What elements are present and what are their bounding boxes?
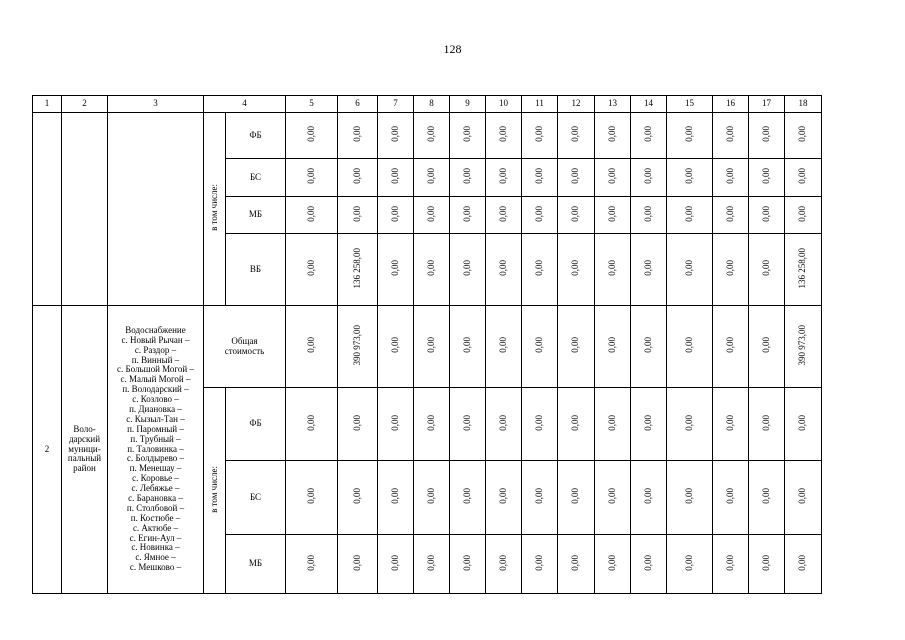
value: 0,00 <box>425 168 436 184</box>
value-cell <box>286 388 338 461</box>
value-cell <box>338 197 378 234</box>
value: 0,00 <box>351 126 362 142</box>
value-cell <box>667 197 713 234</box>
value-cell <box>486 535 522 594</box>
value-cell <box>486 197 522 234</box>
value-cell <box>631 113 667 159</box>
value: 0,00 <box>461 414 472 431</box>
value-cell <box>414 197 450 234</box>
value-cell <box>558 234 595 306</box>
value-cell <box>713 306 749 388</box>
value-cell <box>558 197 595 234</box>
value: 0,00 <box>533 126 544 142</box>
value: 0,00 <box>389 337 400 353</box>
project-line: с. Барановка – <box>128 493 183 503</box>
district-line: Воло- <box>73 423 96 434</box>
value: 0,00 <box>425 414 436 431</box>
value: 0,00 <box>606 260 617 276</box>
value: 0,00 <box>305 126 316 142</box>
value: 0,00 <box>305 260 316 276</box>
value-cell <box>414 306 450 388</box>
value-cell <box>595 113 631 159</box>
value: 0,00 <box>389 168 400 184</box>
value-cell <box>595 461 631 535</box>
group-label-cell <box>204 113 226 306</box>
header-cell: 10 <box>486 96 522 113</box>
project-line: с. Болдырево – <box>126 453 185 464</box>
value: 0,00 <box>797 488 808 504</box>
header-cell: 4 <box>204 96 286 113</box>
value-cell <box>631 197 667 234</box>
value: 0,00 <box>642 554 653 571</box>
value: 0,00 <box>425 554 436 571</box>
value-cell <box>486 113 522 159</box>
value-cell <box>338 234 378 306</box>
fund-label: ФБ <box>226 388 286 461</box>
value: 0,00 <box>497 554 508 571</box>
value-cell <box>522 113 558 159</box>
value: 0,00 <box>497 260 508 276</box>
header-cell: 17 <box>749 96 785 113</box>
value: 0,00 <box>683 337 694 353</box>
project-line: Водоснабжение <box>125 324 186 335</box>
group-label: в том числе: <box>208 184 219 232</box>
project-line: с. Мешково – <box>129 562 182 573</box>
value: 0,00 <box>533 337 544 353</box>
value-cell <box>785 388 822 461</box>
value-cell <box>595 535 631 594</box>
value-cell <box>450 197 486 234</box>
value-cell <box>522 306 558 388</box>
value-cell <box>486 388 522 461</box>
project-line: п. Столбовой – <box>126 502 185 513</box>
value: 0,00 <box>606 126 617 142</box>
value-cell <box>558 113 595 159</box>
district-line: район <box>73 463 96 474</box>
value: 0,00 <box>425 205 436 222</box>
value-cell <box>378 159 414 197</box>
value: 0,00 <box>797 554 808 571</box>
value: 0,00 <box>642 126 653 142</box>
value: 0,00 <box>724 414 735 431</box>
project-line: п. Менешау – <box>129 463 182 474</box>
value-cell <box>286 159 338 197</box>
value: 0,00 <box>570 488 581 504</box>
value: 0,00 <box>389 260 400 276</box>
fund-label: ФБ <box>226 113 286 159</box>
value-cell <box>338 306 378 388</box>
value: 0,00 <box>461 488 472 504</box>
value: 0,00 <box>570 337 581 353</box>
value: 0,00 <box>533 414 544 431</box>
value-cell <box>713 159 749 197</box>
value-cell <box>595 306 631 388</box>
header-cell: 2 <box>62 96 108 113</box>
value: 0,00 <box>533 205 544 222</box>
value: 0,00 <box>461 337 472 353</box>
data-table <box>32 95 822 594</box>
total-cost-label <box>204 306 286 388</box>
value-cell <box>486 306 522 388</box>
value-cell <box>558 159 595 197</box>
value: 0,00 <box>497 337 508 353</box>
value-cell <box>713 388 749 461</box>
project-line: с. Коровье – <box>132 473 179 484</box>
district-line: дарский <box>68 433 101 444</box>
value-cell <box>785 197 822 234</box>
value: 0,00 <box>724 337 735 353</box>
value: 136 258,00 <box>797 247 808 289</box>
value-cell <box>667 234 713 306</box>
row-number: 2 <box>33 306 62 594</box>
value: 0,00 <box>642 337 653 353</box>
value: 0,00 <box>724 260 735 276</box>
value-cell <box>749 461 785 535</box>
value: 0,00 <box>461 205 472 222</box>
value: 0,00 <box>760 554 771 571</box>
value-cell <box>414 113 450 159</box>
value-cell <box>713 234 749 306</box>
value-cell <box>378 113 414 159</box>
value: 0,00 <box>760 337 771 353</box>
project-line: п. Костюбе – <box>130 512 181 523</box>
value: 0,00 <box>497 488 508 504</box>
project-line: п. Винный – <box>131 354 180 365</box>
page-number: 128 <box>443 42 462 56</box>
value-cell <box>667 113 713 159</box>
project-line: с. Раздор – <box>134 344 177 355</box>
value-cell <box>338 388 378 461</box>
value: 0,00 <box>425 126 436 142</box>
value-cell <box>595 159 631 197</box>
value-cell <box>522 388 558 461</box>
project-line: с. Большой Могой – <box>117 364 194 375</box>
value: 0,00 <box>797 205 808 222</box>
value-cell <box>785 159 822 197</box>
value-cell <box>486 461 522 535</box>
value-cell <box>713 535 749 594</box>
project-line: с. Ямное – <box>135 552 176 563</box>
fund-label: БС <box>226 461 286 535</box>
header-cell: 12 <box>558 96 595 113</box>
value: 136 258,00 <box>351 247 362 289</box>
district-line: пальный <box>67 453 102 464</box>
district-name <box>62 306 108 594</box>
value: 0,00 <box>606 168 617 184</box>
value-cell <box>338 159 378 197</box>
value-cell <box>631 461 667 535</box>
project-line: с. Козлово – <box>132 394 179 405</box>
project-list <box>108 306 204 594</box>
value: 0,00 <box>533 168 544 184</box>
value: 0,00 <box>724 168 735 184</box>
value-cell <box>450 113 486 159</box>
value-cell <box>286 461 338 535</box>
value-cell <box>558 306 595 388</box>
value: 0,00 <box>389 554 400 571</box>
value-cell <box>749 113 785 159</box>
value: 0,00 <box>425 260 436 276</box>
value-cell <box>414 234 450 306</box>
project-line: с. Лебяжье – <box>131 483 180 494</box>
value: 0,00 <box>683 168 694 184</box>
fund-label: БС <box>226 159 286 197</box>
value: 0,00 <box>351 488 362 504</box>
value: 0,00 <box>606 414 617 431</box>
value-cell <box>378 197 414 234</box>
value: 0,00 <box>606 554 617 571</box>
value: 0,00 <box>797 414 808 431</box>
total-label-line: Общая <box>231 335 258 346</box>
value: 0,00 <box>570 205 581 222</box>
value-cell <box>522 461 558 535</box>
value-cell <box>338 535 378 594</box>
value: 0,00 <box>724 205 735 222</box>
fund-label: МБ <box>226 535 286 594</box>
value-cell <box>558 388 595 461</box>
value-cell <box>414 535 450 594</box>
value-cell <box>713 197 749 234</box>
header-cell: 15 <box>667 96 713 113</box>
project-line: с. Новинка – <box>131 542 180 553</box>
value-cell <box>378 306 414 388</box>
project-line: с. Малый Могой – <box>120 374 191 385</box>
header-cell: 7 <box>378 96 414 113</box>
header-cell: 14 <box>631 96 667 113</box>
value-cell <box>749 197 785 234</box>
value: 0,00 <box>351 168 362 184</box>
value-cell <box>713 113 749 159</box>
value-cell <box>286 234 338 306</box>
value-cell <box>785 535 822 594</box>
value-cell <box>378 461 414 535</box>
value: 0,00 <box>642 260 653 276</box>
value: 0,00 <box>760 205 771 222</box>
value: 0,00 <box>461 126 472 142</box>
value: 0,00 <box>425 337 436 353</box>
value-cell <box>522 234 558 306</box>
value-cell <box>522 197 558 234</box>
value-cell <box>450 388 486 461</box>
value-cell <box>286 535 338 594</box>
value-cell <box>749 159 785 197</box>
value: 0,00 <box>389 414 400 431</box>
header-cell: 9 <box>450 96 486 113</box>
value: 0,00 <box>461 260 472 276</box>
value: 0,00 <box>389 488 400 504</box>
header-cell: 13 <box>595 96 631 113</box>
value: 0,00 <box>351 554 362 571</box>
value-cell <box>785 306 822 388</box>
value: 0,00 <box>305 488 316 504</box>
district-line: муници- <box>68 443 101 454</box>
value: 0,00 <box>606 488 617 504</box>
table-row <box>33 113 822 159</box>
value: 0,00 <box>570 126 581 142</box>
value: 0,00 <box>724 488 735 504</box>
value-cell <box>450 461 486 535</box>
fund-label: МБ <box>226 197 286 234</box>
project-line: с. Егин-Аул – <box>129 532 182 543</box>
value-cell <box>522 535 558 594</box>
value: 0,00 <box>724 554 735 571</box>
value-cell <box>450 535 486 594</box>
value-cell <box>558 461 595 535</box>
value-cell <box>785 113 822 159</box>
project-line: п. Паромный – <box>127 423 184 434</box>
value: 0,00 <box>570 554 581 571</box>
value-cell <box>378 234 414 306</box>
value-cell <box>338 113 378 159</box>
group-label: в том числе: <box>208 465 219 513</box>
header-row <box>33 96 822 113</box>
value: 0,00 <box>642 488 653 504</box>
value: 0,00 <box>642 414 653 431</box>
value-cell <box>414 159 450 197</box>
total-label-line: стоимость <box>224 345 265 356</box>
header-cell: 8 <box>414 96 450 113</box>
value-cell <box>713 461 749 535</box>
value: 0,00 <box>760 414 771 431</box>
empty-cell <box>108 113 204 306</box>
value-cell <box>631 306 667 388</box>
value: 390 973,00 <box>797 324 808 366</box>
value: 0,00 <box>642 205 653 222</box>
value-cell <box>286 113 338 159</box>
group-label-cell <box>204 388 226 594</box>
value: 0,00 <box>570 414 581 431</box>
value: 0,00 <box>305 337 316 353</box>
value-cell <box>378 388 414 461</box>
value: 0,00 <box>724 126 735 142</box>
value-cell <box>785 461 822 535</box>
value-cell <box>595 388 631 461</box>
value: 0,00 <box>305 414 316 431</box>
value: 0,00 <box>642 168 653 184</box>
value-cell <box>749 535 785 594</box>
project-line: п. Володарский – <box>122 384 189 395</box>
value: 0,00 <box>461 554 472 571</box>
value: 0,00 <box>497 126 508 142</box>
value: 0,00 <box>351 414 362 431</box>
value: 0,00 <box>389 126 400 142</box>
value: 0,00 <box>570 168 581 184</box>
value: 0,00 <box>533 554 544 571</box>
project-line: с. Новый Рычан – <box>121 334 190 345</box>
value-cell <box>450 234 486 306</box>
value: 0,00 <box>389 205 400 222</box>
header-cell: 3 <box>108 96 204 113</box>
value: 0,00 <box>497 414 508 431</box>
value-cell <box>486 159 522 197</box>
value-cell <box>667 388 713 461</box>
value-cell <box>414 388 450 461</box>
value: 0,00 <box>760 168 771 184</box>
value-cell <box>486 234 522 306</box>
value-cell <box>286 306 338 388</box>
project-line: п. Таловинка – <box>127 443 184 454</box>
value: 0,00 <box>305 168 316 184</box>
value: 0,00 <box>533 260 544 276</box>
value-cell <box>414 461 450 535</box>
value-cell <box>378 535 414 594</box>
value: 0,00 <box>497 205 508 222</box>
value: 390 973,00 <box>351 324 362 366</box>
value-cell <box>631 234 667 306</box>
value: 0,00 <box>683 414 694 431</box>
project-line: п. Диановка – <box>129 403 182 414</box>
value-cell <box>749 388 785 461</box>
value-cell <box>450 159 486 197</box>
value-cell <box>595 197 631 234</box>
value: 0,00 <box>425 488 436 504</box>
value-cell <box>667 461 713 535</box>
value: 0,00 <box>683 205 694 222</box>
project-line: с. Актюбе – <box>132 522 179 533</box>
value: 0,00 <box>760 260 771 276</box>
value: 0,00 <box>533 488 544 504</box>
value-cell <box>631 159 667 197</box>
value-cell <box>595 234 631 306</box>
value: 0,00 <box>683 126 694 142</box>
value: 0,00 <box>683 554 694 571</box>
value-cell <box>558 535 595 594</box>
value: 0,00 <box>760 488 771 504</box>
header-cell: 16 <box>713 96 749 113</box>
value: 0,00 <box>305 554 316 571</box>
value: 0,00 <box>683 260 694 276</box>
value: 0,00 <box>351 205 362 222</box>
project-line: п. Трубный – <box>130 433 181 444</box>
value-cell <box>450 306 486 388</box>
header-cell: 18 <box>785 96 822 113</box>
header-cell: 1 <box>33 96 62 113</box>
value-cell <box>286 197 338 234</box>
value: 0,00 <box>305 205 316 222</box>
value-cell <box>631 388 667 461</box>
fund-label: ВБ <box>226 234 286 306</box>
header-cell: 5 <box>286 96 338 113</box>
value: 0,00 <box>570 260 581 276</box>
value: 0,00 <box>683 488 694 504</box>
value: 0,00 <box>760 126 771 142</box>
value-cell <box>785 234 822 306</box>
value-cell <box>667 159 713 197</box>
value: 0,00 <box>461 168 472 184</box>
value: 0,00 <box>497 168 508 184</box>
empty-cell <box>62 113 108 306</box>
value-cell <box>667 306 713 388</box>
empty-cell <box>33 113 62 306</box>
project-line: с. Кызыл-Тан – <box>126 413 185 424</box>
value: 0,00 <box>606 337 617 353</box>
value: 0,00 <box>606 205 617 222</box>
table-row <box>33 306 822 388</box>
value: 0,00 <box>797 168 808 184</box>
value-cell <box>749 234 785 306</box>
value: 0,00 <box>797 126 808 142</box>
value-cell <box>631 535 667 594</box>
value-cell <box>667 535 713 594</box>
header-cell: 6 <box>338 96 378 113</box>
value-cell <box>338 461 378 535</box>
header-cell: 11 <box>522 96 558 113</box>
value-cell <box>749 306 785 388</box>
value-cell <box>522 159 558 197</box>
